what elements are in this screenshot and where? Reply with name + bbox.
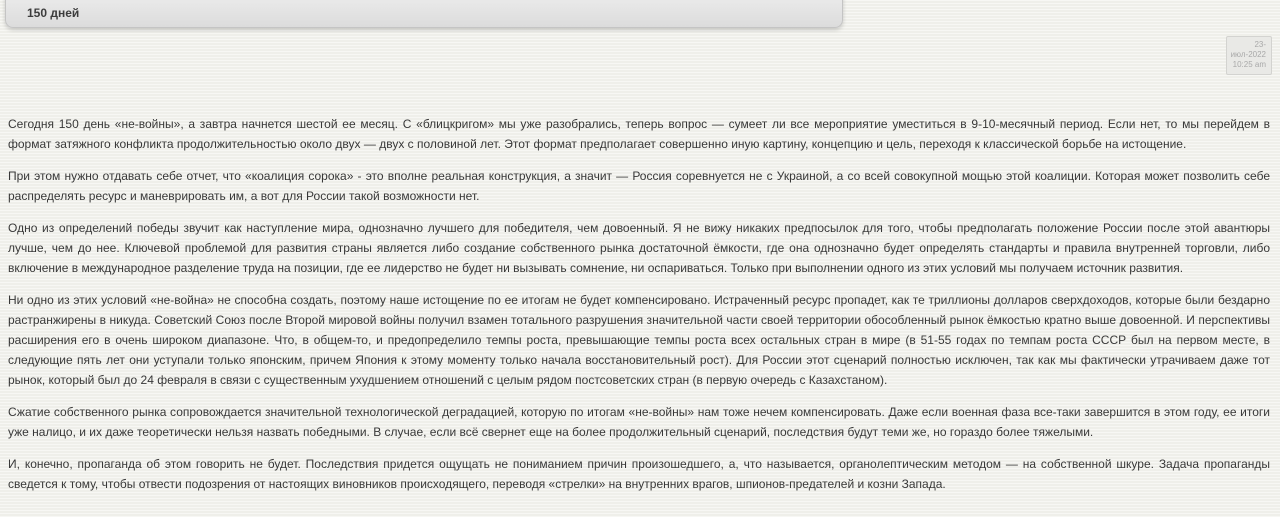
post-paragraph-2: При этом нужно отдавать себе отчет, что «коалиция сорока» - это вполне реальная конструкция, а значит — Россия соревнуется не с Украиной, а со всей совокупной мощью этой коалиции. Которая может позволить себе распределять ресурс и маневрировать им, а вот для России такой возможности нет. — [8, 169, 1270, 203]
post-time: 10:25 am — [1232, 60, 1266, 69]
post-paragraph-3: Одно из определений победы звучит как наступление мира, однозначно лучшего для победителя, чем довоенный. Я не вижу никаких предпосылок для того, чтобы предполагать положение России после этой авантюры лучше, чем до нее. Ключевой проблемой для развития страны является либо создание собственного рынка достаточной ёмкости, где она однозначно будет определять стандарты и правила внутренней торговли, либо включение в международное разделение труда на позиции, где ее лидерство не будет ни вызывать сомнение, ни оспариваться. Только при выполнении одного из этих условий мы получаем источник развития. — [8, 221, 1270, 275]
post-paragraph-1: Сегодня 150 день «не-войны», а завтра начнется шестой ее месяц. С «блицкригом» мы уже разобрались, теперь вопрос — сумеет ли все мероприятие уместиться в 9-10-месячный период. Если нет, то мы перейдем в формат затяжного конфликта продолжительностью около двух — двух с половиной лет. Этот формат предполагает совершенно иную картину, концепцию и цель, переходя к классической борьбе на истощение. — [8, 117, 1270, 151]
post-date-day: 23- — [1254, 40, 1266, 49]
post-date-month-year: июл-2022 — [1230, 50, 1266, 59]
post-title-bar — [5, 0, 843, 28]
post-paragraph-4: Ни одно из этих условий «не-война» не способна создать, поэтому наше истощение по ее итогам не будет компенсировано. Истраченный ресурс пропадет, как те триллионы долларов сверхдоходов, которые были бездарно растранжирены в никуда. Советский Союз после Второй мировой войны получил взамен тотального разрушения значительной части своей территории обособленный рынок ёмкостью кратно выше довоенной. И перспективы расширения его в очень широком диапазоне. Что, в общем-то, и предопределило темпы роста, превышающие темпы роста всех остальных стран в мире (в 51-55 годах по темпам роста СССР был на первом месте, в следующие пять лет они уступали только японским, причем Япония к этому моменту только начала восстановительный рост). Для России этот сценарий полностью исключен, так как мы фактически утрачиваем даже тот рынок, который был до 24 февраля в связи с существенным ухудшением отношений с целым рядом постсоветских стран (в первую очередь с Казахстаном). — [8, 293, 1270, 387]
post-paragraph-6: И, конечно, пропаганда об этом говорить не будет. Последствия придется ощущать не пониманием причин произошедшего, а, что называется, органолептическим методом — на собственной шкуре. Задача пропаганды сведется к тому, чтобы отвести подозрения от настоящих виновников происходящего, переводя «стрелки» на внутренних врагов, шпионов-предателей и козни Запада. — [8, 457, 1270, 491]
post-paragraph-5: Сжатие собственного рынка сопровождается значительной технологической деградацией, которую по итогам «не-войны» нам тоже нечем компенсировать. Даже если военная фаза все-таки завершится в этом году, ее итоги уже налицо, и их даже теоретически нельзя назвать победными. В случае, если всё свернет еще на более продолжительный сценарий, последствия будут теми же, но гораздо более тяжелыми. — [8, 405, 1270, 439]
post-date-badge — [1226, 36, 1272, 75]
post-title[interactable]: 150 дней — [27, 6, 80, 20]
post-body — [8, 114, 1270, 506]
